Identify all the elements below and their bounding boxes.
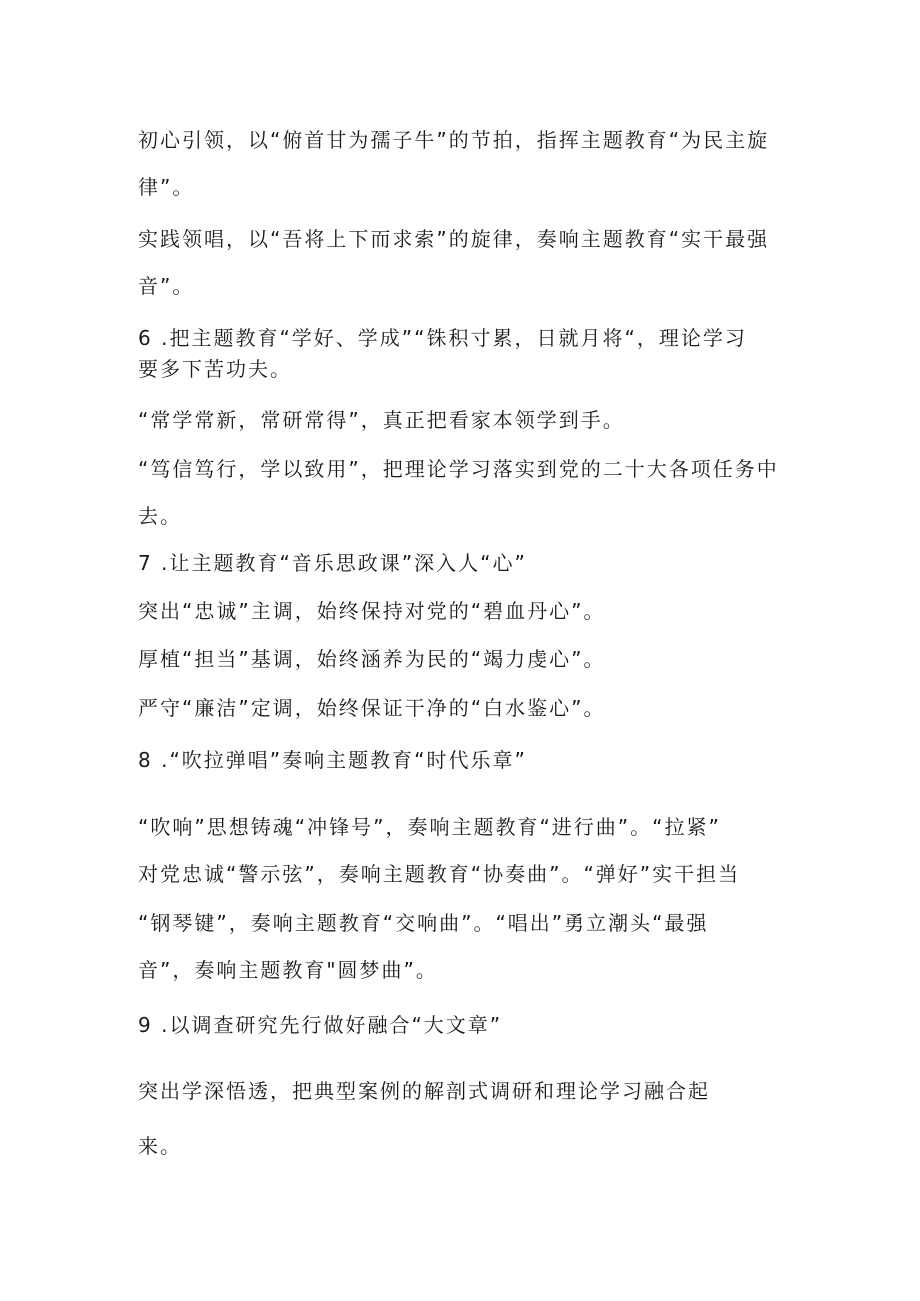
paragraph-line: 去。 (138, 504, 182, 528)
heading-7: 7 .让主题教育“音乐思政课”深入人“心” (138, 551, 527, 575)
paragraph-line: 来。 (138, 1134, 182, 1158)
paragraph-line: 音”，奏响主题教育"圆梦曲”。 (138, 958, 438, 982)
paragraph-line: “常学常新，常研常得”，真正把看家本领学到手。 (138, 408, 625, 432)
paragraph-line: 对党忠诚“警示弦”，奏响主题教育“协奏曲”。“弹好”实干担当 (138, 862, 741, 886)
paragraph-line: 突出学深悟透，把典型案例的解剖式调研和理论学习融合起 (138, 1079, 710, 1103)
paragraph-line: 突出“忠诚”主调，始终保持对党的“碧血丹心”。 (138, 599, 606, 623)
paragraph-line: 严守“廉洁”定调，始终保证干净的“白水鉴心”。 (138, 696, 606, 720)
paragraph-line: 初心引领，以“俯首甘为孺子牛”的节拍，指挥主题教育“为民主旋 (138, 128, 770, 152)
paragraph-line: “吹响”思想铸魂“冲锋号”，奏响主题教育“进行曲”。“拉紧” (138, 815, 721, 839)
paragraph-line: “钢琴键”，奏响主题教育“交响曲”。“唱出”勇立潮头“最强 (138, 911, 709, 935)
paragraph-line: 律”。 (138, 175, 195, 199)
heading-9: 9 .以调查研究先行做好融合“大文章” (138, 1013, 503, 1037)
heading-8: 8 .“吹拉弹唱”奏响主题教育“时代乐章” (138, 748, 527, 772)
paragraph-line: 厚植“担当”基调，始终涵养为民的“竭力虔心”。 (138, 647, 606, 671)
paragraph-line: 实践领唱，以“吾将上下而求索”的旋律，奏响主题教育“实干最强 (138, 227, 770, 251)
paragraph-line: 要多下苦功夫。 (138, 357, 292, 381)
paragraph-line: “笃信笃行，学以致用”，把理论学习落实到党的二十大各项任务中 (138, 457, 779, 481)
paragraph-line: 音”。 (138, 274, 195, 298)
heading-6: 6 .把主题教育“学好、学成”“铢积寸累，日就月将“，理论学习 (138, 326, 747, 350)
